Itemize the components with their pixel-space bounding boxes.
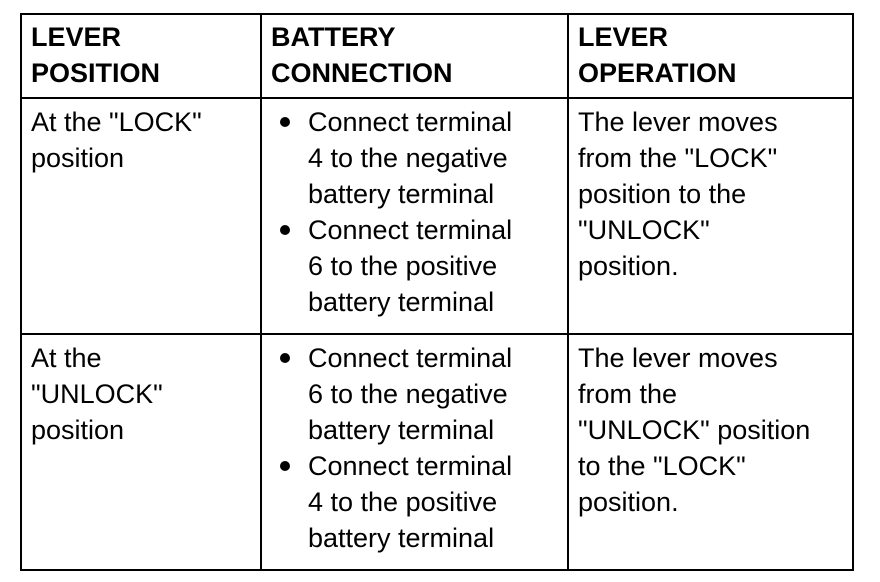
connection-step-text: Connect terminal 6 to the negative battery terminal [308,343,513,445]
list-item [270,340,559,448]
list-item [270,212,559,320]
header-battery-connection [261,14,568,98]
table-header-row [21,14,853,98]
header-lever-operation [568,14,853,98]
cell-lever-position [21,98,261,334]
connection-step-text: Connect terminal 6 to the positive battery terminal [308,215,513,317]
bullet-icon [280,461,290,471]
connection-list [270,104,559,320]
header-label: BATTERY CONNECTION [271,22,453,88]
connection-step-text: Connect terminal 4 to the negative battery terminal [308,107,513,209]
bullet-icon [280,117,290,127]
connection-list [270,340,559,556]
cell-battery-connection [261,98,568,334]
lever-operation-text: The lever moves from the "LOCK" position to the "UNLOCK" position. [578,107,778,281]
bullet-icon [280,353,290,363]
connection-step-text: Connect terminal 4 to the positive battery terminal [308,451,513,553]
cell-lever-operation [568,98,853,334]
lever-position-text: At the "UNLOCK" position [31,343,163,445]
header-label: LEVER POSITION [31,22,161,88]
lever-position-text: At the "LOCK" position [31,107,202,173]
cell-battery-connection [261,334,568,570]
table-row [21,334,853,570]
cell-lever-position [21,334,261,570]
header-label: LEVER OPERATION [578,22,737,88]
lever-operation-table [20,13,854,571]
table-row [21,98,853,334]
bullet-icon [280,225,290,235]
cell-lever-operation [568,334,853,570]
lever-operation-text: The lever moves from the "UNLOCK" position to the "LOCK" position. [578,343,811,517]
list-item [270,448,559,556]
header-lever-position [21,14,261,98]
list-item [270,104,559,212]
